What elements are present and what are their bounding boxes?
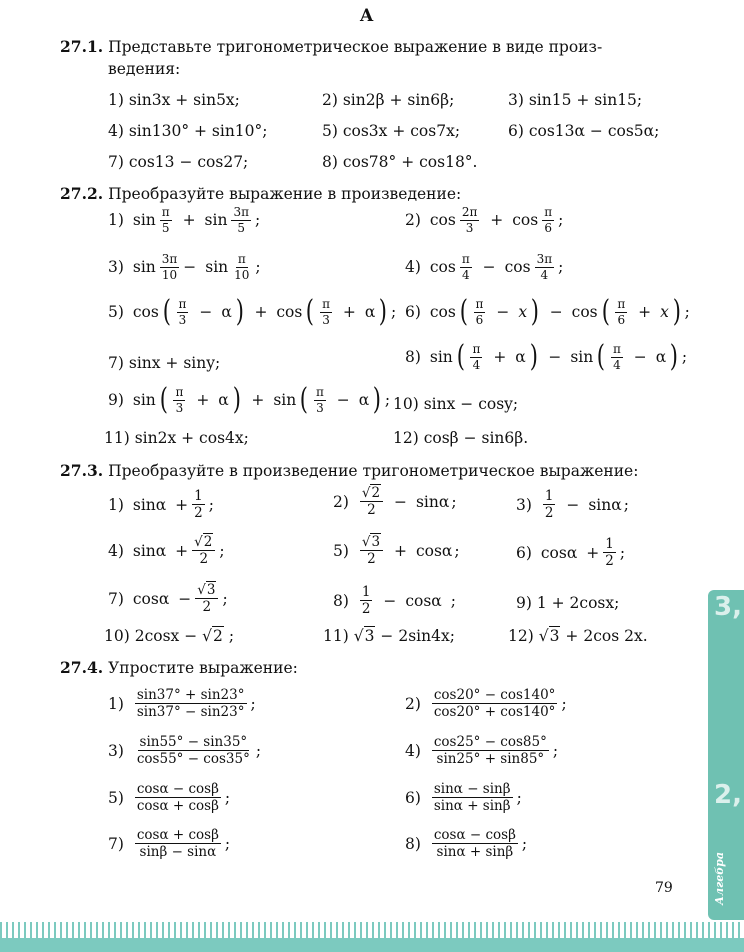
expression: 6) cos ( π 6 − x ) − cos ( π 6 + x ) ; [405, 294, 690, 329]
page-number: 79 [655, 880, 673, 896]
fraction-expression: 2) cos20° − cos140° cos20° + cos140° ; [405, 687, 567, 721]
problem-instruction: Преобразуйте выражение в произведение: [108, 185, 462, 203]
expression: 2) cos 2π 3 + cos π 6 ; [405, 205, 564, 235]
expression: 6) cosα + $\frac{1}{2}$ ; [516, 536, 626, 570]
problem-27-2-heading [60, 184, 461, 203]
expression: 10) 2cosx − √2 ; [104, 627, 235, 645]
problem-27-3-heading [60, 461, 638, 480]
problem-instruction-continuation: ведения: [108, 60, 181, 78]
problem-instruction: Преобразуйте в произведение тригонометрическое выражение: [108, 462, 639, 480]
expression: 5) √3 2 + cosα ; [333, 534, 460, 568]
item: 8) cos78° + cos18°. [322, 153, 478, 171]
item: 5) cos3x + cos7x; [322, 122, 461, 140]
item: 2) sin2β + sin6β; [322, 91, 455, 109]
expression: 1) sin π 5 + sin 3π 5 ; [108, 205, 261, 235]
fraction-expression: 4) cos25° − cos85° sin25° + sin85° ; [405, 734, 559, 768]
expression: 1) sinα + $\frac{1}{2}$ ; [108, 488, 214, 522]
expression: 4) cos π 4 − cos 3π 4 ; [405, 252, 564, 282]
expression: 7) cosα − $\frac{√3}{2}$ ; [108, 582, 228, 616]
expression: 3) sin 3π 10 − sin π 10 ; [108, 252, 261, 282]
fraction-expression: 8) cosα − cosβ sinα + sinβ ; [405, 827, 528, 861]
fraction-expression: 5) cosα − cosβ cosα + cosβ ; [108, 781, 231, 815]
problem-number: 27.3. [60, 461, 104, 480]
expression: 3) 1 2 − sinα ; [516, 488, 629, 522]
side-tab-deco: 3, [714, 592, 742, 622]
expression: 11) sin2x + cos4x; [104, 429, 249, 447]
problem-number: 27.4. [60, 658, 104, 677]
item: 4) sin130° + sin10°; [108, 122, 268, 140]
expression: 7) sinx + siny; [108, 354, 221, 372]
fraction-expression: 6) sinα − sinβ sinα + sinβ ; [405, 781, 522, 815]
problem-instruction: Представьте тригонометрическое выражение в виде произ- [108, 38, 603, 56]
problem-27-4-heading [60, 658, 298, 677]
expression: 10) sinx − cosy; [393, 395, 519, 413]
expression: 5) cos ( π 3 − α ) + cos ( π 3 + α ) ; [108, 294, 397, 329]
problem-27-1-heading [60, 37, 602, 56]
fraction-expression: 3) sin55° − sin35° cos55° − cos35° ; [108, 734, 262, 768]
expression: 9) sin ( π 3 + α ) + sin ( π 3 − α ) ; [108, 382, 391, 417]
fraction-expression: 7) cosα + cosβ sinβ − sinα ; [108, 827, 231, 861]
fraction-expression: 1) sin37° + sin23° sin37° − sin23° ; [108, 687, 256, 721]
expression: 12) cosβ − sin6β. [393, 429, 529, 447]
item: 1) sin3x + sin5x; [108, 91, 240, 109]
problem-number: 27.2. [60, 184, 104, 203]
problem-number: 27.1. [60, 37, 104, 56]
item: 6) cos13α − cos5α; [508, 122, 660, 140]
problem-instruction: Упростите выражение: [108, 659, 298, 677]
expression: 8) sin ( π 4 + α ) − sin ( π 4 − α ) ; [405, 339, 688, 374]
expression: 8) 1 2 − cosα ; [333, 584, 456, 618]
item: 3) sin15 + sin15; [508, 91, 643, 109]
bottom-ruler-decoration [0, 922, 744, 952]
side-tab-deco: 2, [714, 780, 742, 810]
expression: 11) √3 − 2sin4x; [323, 627, 455, 645]
item: 7) cos13 − cos27; [108, 153, 249, 171]
expression: 12) √3 + 2cos 2x. [508, 627, 648, 645]
side-tab-label [713, 887, 744, 905]
expression: 2) √2 2 − sinα ; [333, 485, 457, 519]
expression: 4) sinα + $\frac{√2}{2}$ ; [108, 534, 225, 568]
section-letter: A [360, 6, 374, 26]
expression: 9) 1 + 2cosx; [516, 594, 620, 612]
